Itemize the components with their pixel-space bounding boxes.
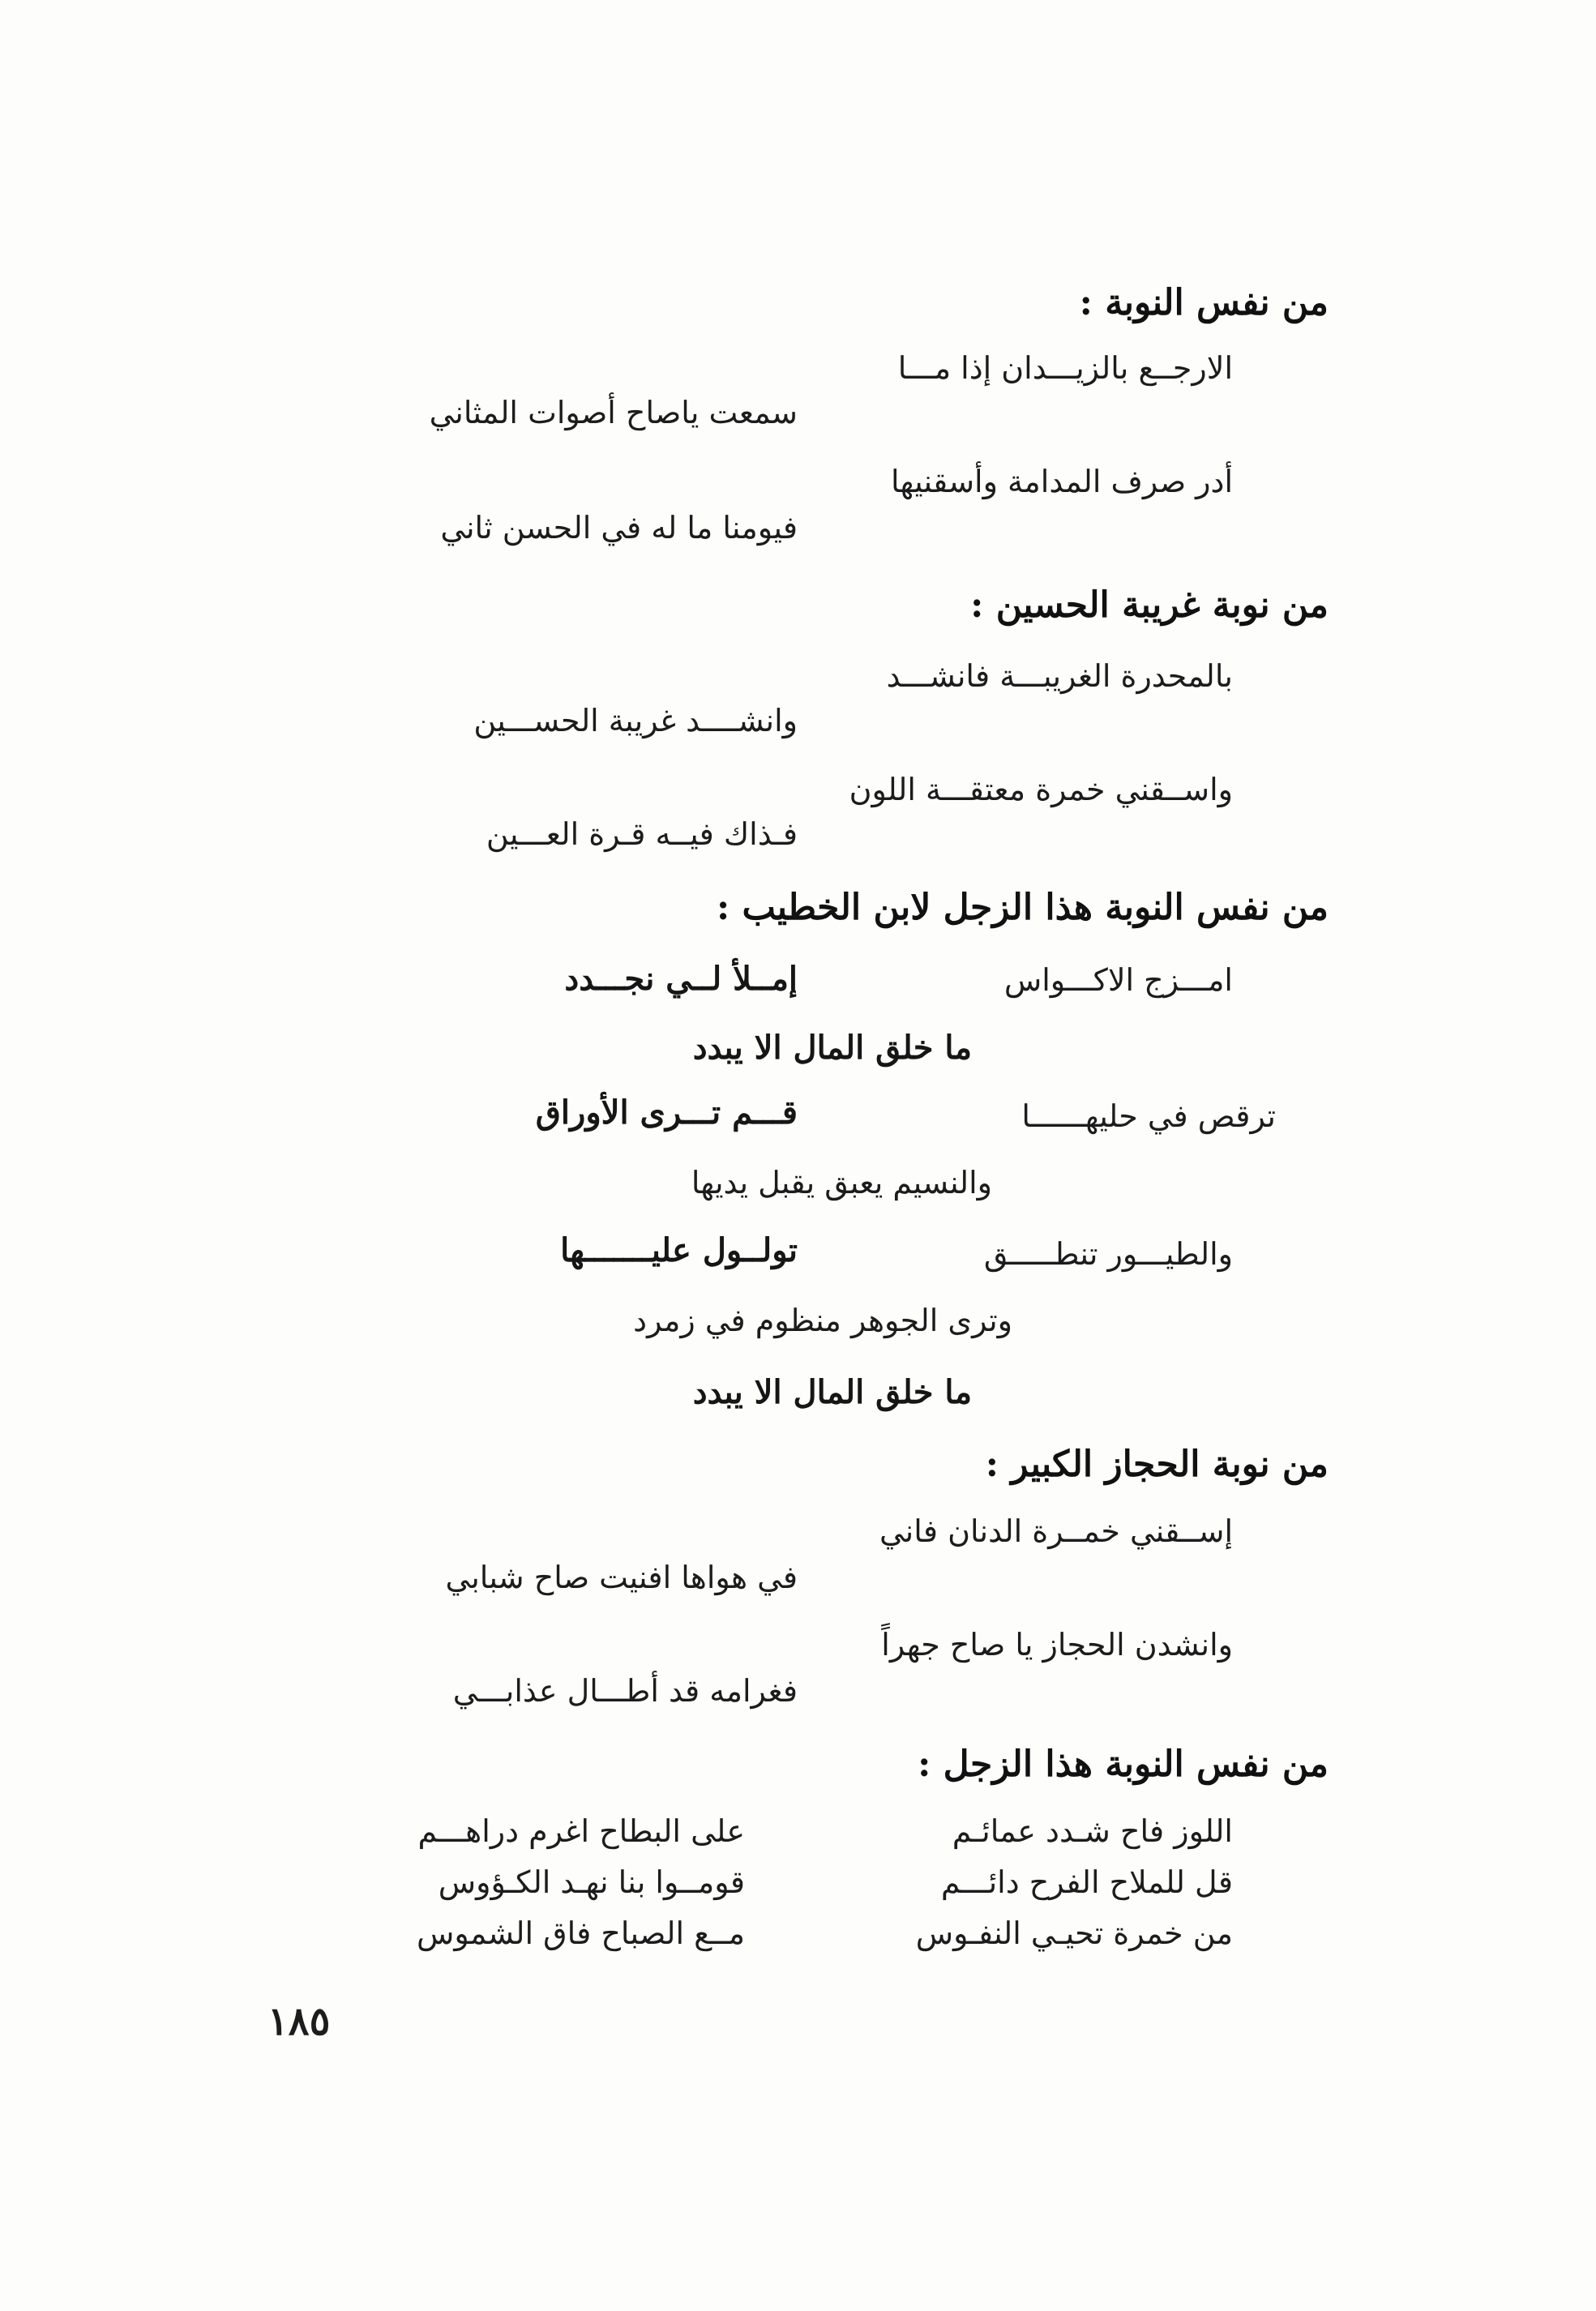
verse-refrain: ما خلق المال الا يبدد bbox=[692, 1373, 972, 1411]
verse-refrain: ما خلق المال الا يبدد bbox=[692, 1029, 972, 1067]
page-number: ١٨٥ bbox=[267, 1999, 331, 2044]
verse-line: فغرامه قد أطـــال عذابـــي bbox=[452, 1673, 798, 1709]
verse-line: أدر صرف المدامة وأسقنيها bbox=[890, 464, 1233, 499]
verse-line: والنسيم يعبق يقبل يديها bbox=[691, 1165, 992, 1200]
verse-line: ترقص في حليهــــــا bbox=[1021, 1098, 1276, 1134]
verse-line: مــع الصباح فاق الشموس bbox=[417, 1915, 745, 1951]
verse-line: في هواها افنيت صاح شبابي bbox=[445, 1560, 798, 1595]
verse-line: وانشدن الحجاز يا صاح جهراً bbox=[881, 1627, 1233, 1663]
verse-line: إســقني خمــرة الدنان فاني bbox=[879, 1513, 1233, 1549]
verse-line: الارجــع بالزيـــدان إذا مـــا bbox=[897, 350, 1233, 386]
verse-line: فيومنا ما له في الحسن ثاني bbox=[440, 510, 798, 546]
verse-line: على البطاح اغرم دراهـــم bbox=[417, 1813, 745, 1849]
verse-line: وانشــــد غريبة الحســـين bbox=[473, 703, 798, 738]
section-heading: من نفس النوبة هذا الزجل لابن الخطيب : bbox=[716, 887, 1329, 928]
verse-line: اللوز فاح شـدد عمائـم bbox=[952, 1813, 1233, 1849]
section-heading: من نوبة غريبة الحسين : bbox=[970, 584, 1329, 626]
verse-line: وترى الجوهر منظوم في زمرد bbox=[633, 1303, 1012, 1338]
verse-line: سمعت ياصاح أصوات المثاني bbox=[429, 395, 798, 430]
verse-line: والطيـــور تنطـــــق bbox=[983, 1236, 1233, 1272]
verse-line: تولــول عليـــــــها bbox=[560, 1231, 798, 1269]
verse-line: قومــوا بنا نهـد الكـؤوس bbox=[438, 1864, 745, 1900]
verse-line: من خمرة تحيـي النفـوس bbox=[915, 1915, 1233, 1951]
section-heading: من نفس النوبة هذا الزجل : bbox=[918, 1744, 1329, 1785]
verse-line: إمــلأ لــي نجـــدد bbox=[564, 960, 798, 998]
verse-line: امـــزج الاكـــواس bbox=[1003, 962, 1233, 998]
verse-line: قل للملاح الفرح دائـــم bbox=[940, 1864, 1233, 1900]
section-heading: من نفس النوبة : bbox=[1079, 282, 1329, 323]
section-heading: من نوبة الحجاز الكبير : bbox=[985, 1444, 1329, 1485]
verse-line: واســقني خمرة معتقـــة اللون bbox=[849, 772, 1233, 807]
verse-line: بالمحدرة الغريبـــة فانشـــد bbox=[886, 658, 1233, 694]
verse-line: فـذاك فيــه قـرة العـــين bbox=[486, 816, 798, 852]
verse-line: قـــم تـــرى الأوراق bbox=[535, 1093, 798, 1132]
